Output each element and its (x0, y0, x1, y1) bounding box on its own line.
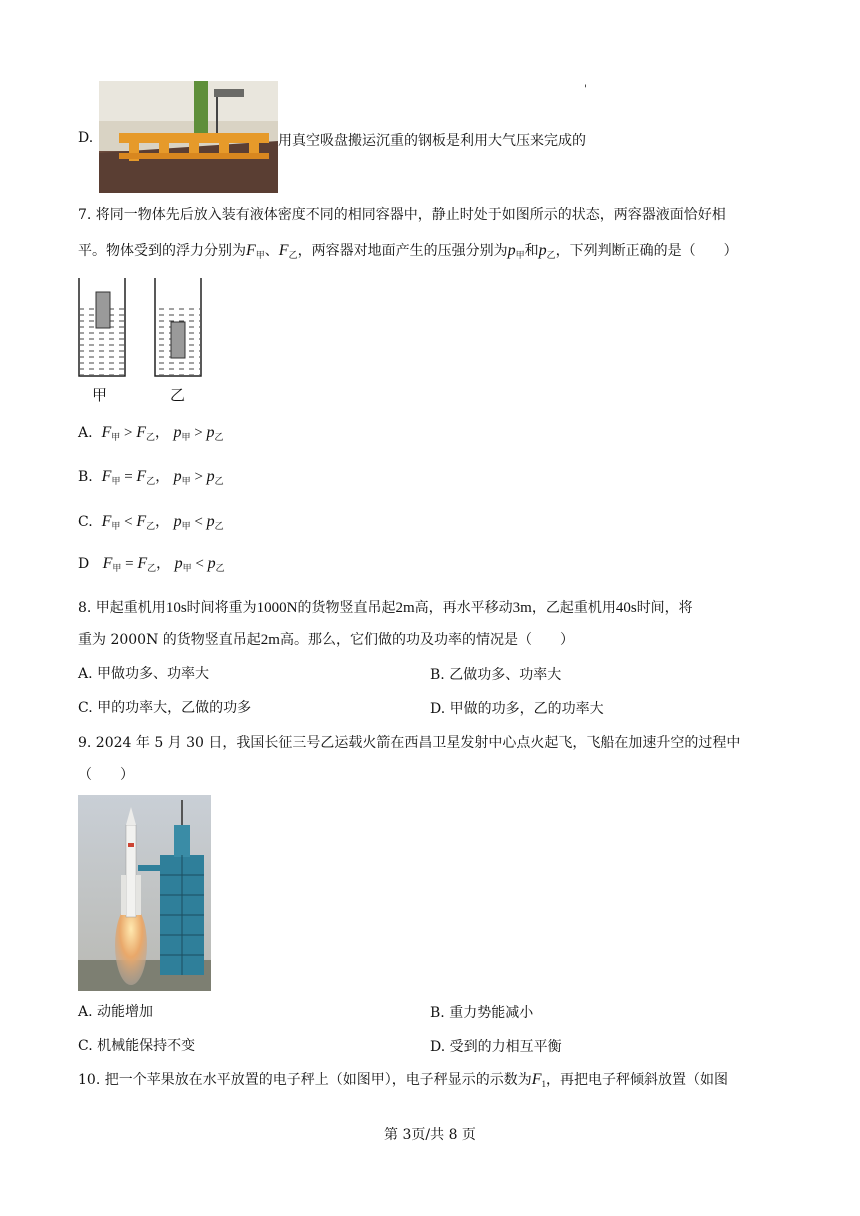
q7-option-a: A. $F_甲 > F_乙$， $p_甲 > p_乙$ (78, 424, 224, 443)
vacuum-lifter-photo (99, 81, 278, 193)
q9-option-c: C. 机械能保持不变 (78, 1038, 196, 1054)
page-mark: ' (584, 84, 587, 95)
q10-stem-line1: 10. 把一个苹果放在水平放置的电子秤上（如图甲），电子秤显示的示数为$F_1$，再把电子秤倾斜放置（如图 (78, 1071, 728, 1089)
rocket-launch-illustration (78, 795, 211, 991)
q8-stem-line1: 8. 甲起重机用10s时间将重为1000N的货物竖直吊起2m高，再水平移动3m，乙起重机用40s时间，将 (78, 600, 693, 616)
q7-option-c: C. $F_甲 < F_乙$， $p_甲 < p_乙$ (78, 513, 224, 532)
q8-option-b: B. 乙做功多、功率大 (430, 667, 562, 683)
vacuum-lifter-illustration (99, 81, 278, 193)
q7-stem-line1: 7. 将同一物体先后放入装有液体密度不同的相同容器中，静止时处于如图所示的状态，两容器液面恰好相 (78, 207, 726, 223)
q7-option-b: B. $F_甲 = F_乙$， $p_甲 > p_乙$ (78, 468, 224, 487)
q7-containers-figure (77, 276, 207, 406)
q8-stem-line2: 重为 2000N 的货物竖直吊起2m高。那么，它们做的功及功率的情况是（ ） (78, 632, 574, 648)
container-jia-label: 甲 (92, 386, 108, 404)
q8-option-c: C. 甲的功率大，乙做的功多 (78, 700, 252, 716)
q6-option-d-label: D. (78, 130, 94, 146)
q9-option-d: D. 受到的力相互平衡 (430, 1039, 562, 1055)
q8-option-a: A. 甲做功多、功率大 (78, 666, 210, 682)
rocket-launch-photo (78, 795, 211, 991)
q7-stem-line2: 平。物体受到的浮力分别为$F_甲$、$F_乙$，两容器对地面产生的压强分别为$p_甲$和$p_乙$，下列判断正确的是（ ） (78, 242, 738, 261)
q7-option-d: D $F_甲 = F_乙$， $p_甲 < p_乙$ (78, 555, 225, 574)
container-yi-label: 乙 (170, 386, 186, 404)
q6-option-d-text: 用真空吸盘搬运沉重的钢板是利用大气压来完成的 (278, 133, 586, 149)
q8-option-d: D. 甲做的功多，乙的功率大 (430, 701, 604, 717)
q9-option-b: B. 重力势能减小 (430, 1005, 534, 1021)
q9-stem-line2: （ ） (78, 767, 134, 783)
q9-stem-line1: 9. 2024 年 5 月 30 日，我国长征三号乙运载火箭在西昌卫星发射中心点火起飞，飞船在加速升空的过程中 (78, 735, 741, 751)
q9-option-a: A. 动能增加 (78, 1004, 154, 1020)
page-footer: 第 3页/共 8 页 (384, 1127, 476, 1143)
